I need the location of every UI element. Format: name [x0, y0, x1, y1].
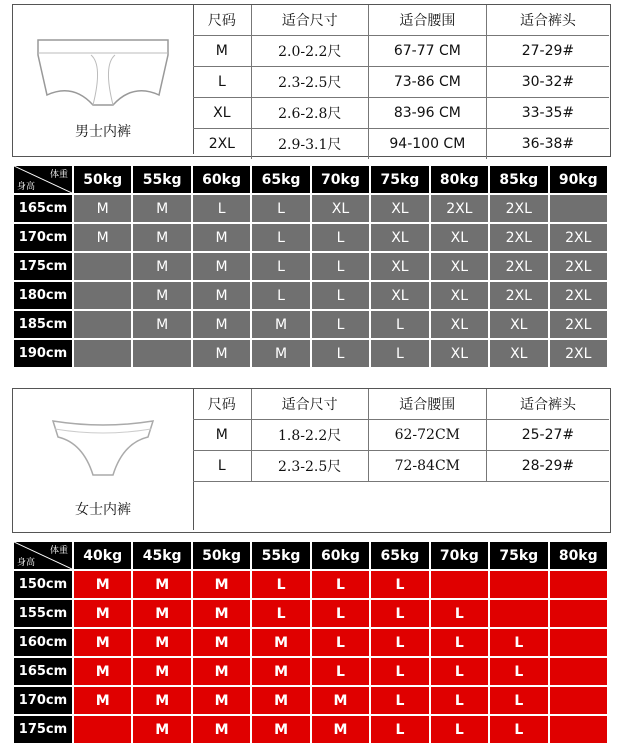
size-cell [550, 687, 608, 714]
height-header: 150cm [14, 571, 72, 598]
waist-cell: 72-84CM [368, 451, 486, 482]
men-size-table [193, 5, 609, 159]
size-cell: L [371, 716, 428, 743]
waistband-cell: 27-29# [486, 36, 609, 67]
size-cell: 2XL [490, 195, 547, 222]
size-cell: L [371, 687, 428, 714]
size-cell: L [431, 658, 488, 685]
size-cell: L [252, 253, 309, 280]
size-cell: L [371, 571, 428, 598]
weight-header: 65kg [252, 166, 309, 193]
height-header: 160cm [14, 629, 72, 656]
waist-cell: 67-77 CM [368, 36, 486, 67]
fit-size-cell: 2.0-2.2尺 [251, 36, 368, 67]
header-size: 尺码 [193, 5, 251, 36]
size-cell [74, 340, 131, 367]
size-cell [550, 571, 608, 598]
size-cell: 2XL [431, 195, 488, 222]
header-fit-size: 适合尺寸 [251, 389, 368, 420]
size-cell: L [431, 716, 488, 743]
size-cell: XL [371, 282, 428, 309]
table-row [14, 195, 607, 222]
women-size-table [193, 389, 609, 482]
weight-header: 65kg [371, 542, 428, 569]
size-cell: 2XL [550, 253, 608, 280]
size-cell: XL [490, 340, 547, 367]
size-cell: L [371, 600, 428, 627]
size-cell: M [252, 687, 309, 714]
height-header: 185cm [14, 311, 72, 338]
size-cell: L [252, 282, 309, 309]
size-cell: M [193, 687, 250, 714]
table-row [193, 451, 609, 482]
size-cell: M [74, 600, 131, 627]
weight-header: 85kg [490, 166, 547, 193]
height-header: 170cm [14, 224, 72, 251]
size-cell: XL [431, 224, 488, 251]
size-cell: M [252, 658, 309, 685]
waistband-cell: 36-38# [486, 129, 609, 160]
size-cell: XL [371, 224, 428, 251]
table-row [14, 716, 607, 743]
waistband-cell: 28-29# [486, 451, 609, 482]
header-fit-size: 适合尺寸 [251, 5, 368, 36]
size-cell: XL [371, 253, 428, 280]
size-cell [74, 282, 131, 309]
header-waist: 适合腰围 [368, 389, 486, 420]
weight-header: 50kg [193, 542, 250, 569]
size-cell: XL [431, 282, 488, 309]
height-header: 175cm [14, 253, 72, 280]
size-cell [74, 311, 131, 338]
height-header: 190cm [14, 340, 72, 367]
size-cell [550, 658, 608, 685]
corner-weight-label: 体重 [49, 546, 68, 556]
size-cell [490, 600, 547, 627]
size-cell: L [252, 600, 309, 627]
fit-size-cell: 2.3-2.5尺 [251, 451, 368, 482]
table-row [193, 98, 609, 129]
size-cell: 2XL [550, 340, 608, 367]
grid-header-row [14, 542, 607, 569]
size-cell: M [312, 716, 369, 743]
waistband-cell: 33-35# [486, 98, 609, 129]
size-cell: M [133, 311, 190, 338]
size-cell: L [490, 658, 547, 685]
size-cell: 2XL [490, 224, 547, 251]
size-cell: XL [371, 195, 428, 222]
size-cell: XL [431, 311, 488, 338]
header-size: 尺码 [193, 389, 251, 420]
size-cell [133, 340, 190, 367]
fit-size-cell: 2.9-3.1尺 [251, 129, 368, 160]
size-cell: M [133, 224, 190, 251]
size-cell: 2XL [208, 136, 235, 152]
height-header: 155cm [14, 600, 72, 627]
men-size-table-block [12, 4, 611, 157]
size-cell: L [252, 224, 309, 251]
table-row [14, 311, 607, 338]
weight-header: 80kg [550, 542, 608, 569]
size-cell: M [193, 600, 250, 627]
table-row [14, 629, 607, 656]
size-cell: M [193, 629, 250, 656]
size-cell: M [133, 629, 190, 656]
size-cell: M [252, 716, 309, 743]
fit-size-cell: 1.8-2.2尺 [251, 420, 368, 451]
table-row [193, 420, 609, 451]
size-cell: M [133, 716, 190, 743]
size-cell: L [193, 451, 251, 482]
fit-size-cell: 2.6-2.8尺 [251, 98, 368, 129]
table-row [193, 5, 609, 36]
size-cell [550, 629, 608, 656]
header-waistband: 适合裤头 [486, 389, 609, 420]
table-row [14, 340, 607, 367]
size-cell: M [133, 687, 190, 714]
size-cell: L [371, 629, 428, 656]
table-row [193, 389, 609, 420]
grid-header-row [14, 166, 607, 193]
size-cell: L [371, 311, 428, 338]
weight-header: 60kg [312, 542, 369, 569]
table-row [193, 67, 609, 98]
corner-height-label: 身高 [17, 558, 36, 568]
weight-header: 45kg [133, 542, 190, 569]
size-cell: M [74, 687, 131, 714]
table-row [14, 658, 607, 685]
size-cell [431, 571, 488, 598]
size-cell: 2XL [490, 253, 547, 280]
women-underwear-panel [13, 389, 194, 530]
table-row [193, 129, 609, 160]
height-header: 170cm [14, 687, 72, 714]
size-cell: XL [431, 253, 488, 280]
size-cell: M [312, 687, 369, 714]
header-waist: 适合腰围 [368, 5, 486, 36]
table-row [14, 687, 607, 714]
size-cell: M [252, 340, 309, 367]
size-cell: M [133, 571, 190, 598]
size-cell [550, 195, 608, 222]
size-cell: M [193, 36, 251, 67]
waist-cell: 94-100 CM [368, 129, 486, 160]
size-cell [550, 716, 608, 743]
size-cell: L [371, 340, 428, 367]
weight-header: 60kg [193, 166, 250, 193]
table-row [14, 282, 607, 309]
size-cell: M [74, 571, 131, 598]
size-cell: L [312, 600, 369, 627]
size-cell: M [193, 224, 250, 251]
size-cell: L [431, 687, 488, 714]
weight-header: 70kg [312, 166, 369, 193]
weight-header: 40kg [74, 542, 131, 569]
size-cell [74, 253, 131, 280]
men-underwear-panel [13, 5, 194, 154]
size-cell: M [133, 195, 190, 222]
weight-header: 80kg [431, 166, 488, 193]
waist-cell: 83-96 CM [368, 98, 486, 129]
size-cell [490, 571, 547, 598]
size-cell: M [193, 571, 250, 598]
size-cell: L [312, 629, 369, 656]
size-cell: L [252, 195, 309, 222]
size-cell: L [431, 629, 488, 656]
size-cell: M [193, 340, 250, 367]
corner-weight-label: 体重 [49, 170, 68, 180]
weight-header: 75kg [371, 166, 428, 193]
height-header: 165cm [14, 658, 72, 685]
size-cell: 2XL [490, 282, 547, 309]
waistband-cell: 30-32# [486, 67, 609, 98]
height-header: 180cm [14, 282, 72, 309]
size-cell: M [74, 224, 131, 251]
waistband-cell: 25-27# [486, 420, 609, 451]
size-cell: L [312, 253, 369, 280]
size-cell: 2XL [550, 282, 608, 309]
size-cell: M [193, 658, 250, 685]
size-cell: L [490, 716, 547, 743]
table-row [193, 36, 609, 67]
women-caption: 女士内裤 [75, 502, 131, 518]
size-cell: M [133, 658, 190, 685]
size-cell: L [371, 658, 428, 685]
size-cell: L [312, 340, 369, 367]
size-cell: L [312, 658, 369, 685]
size-cell: M [193, 311, 250, 338]
size-cell [74, 716, 131, 743]
size-cell: M [74, 629, 131, 656]
table-row [14, 253, 607, 280]
weight-header: 75kg [490, 542, 547, 569]
waist-cell: 62-72CM [368, 420, 486, 451]
size-cell: L [193, 195, 250, 222]
size-cell: M [74, 195, 131, 222]
weight-header: 50kg [74, 166, 131, 193]
size-cell: M [133, 600, 190, 627]
size-cell: M [193, 420, 251, 451]
table-row [14, 224, 607, 251]
size-cell: L [312, 224, 369, 251]
size-cell: M [133, 282, 190, 309]
men-caption: 男士内裤 [75, 124, 131, 140]
table-row [14, 571, 607, 598]
women-weight-height-grid [12, 540, 609, 745]
women-underwear-icon [13, 415, 193, 495]
size-cell: 2XL [550, 311, 608, 338]
size-cell: L [312, 282, 369, 309]
fit-size-cell: 2.3-2.5尺 [251, 67, 368, 98]
size-cell: L [312, 311, 369, 338]
size-cell: L [193, 67, 251, 98]
header-waistband: 适合裤头 [486, 5, 609, 36]
size-cell: XL [312, 195, 369, 222]
weight-header: 55kg [133, 166, 190, 193]
weight-header: 55kg [252, 542, 309, 569]
size-cell: L [490, 629, 547, 656]
size-cell: M [252, 311, 309, 338]
table-row [14, 600, 607, 627]
size-cell: M [133, 253, 190, 280]
size-cell: M [193, 716, 250, 743]
weight-header: 70kg [431, 542, 488, 569]
size-cell: M [193, 282, 250, 309]
grid-corner [14, 542, 72, 569]
men-weight-height-grid [12, 164, 609, 369]
size-cell: M [252, 629, 309, 656]
women-size-table-block [12, 388, 611, 533]
size-cell [550, 600, 608, 627]
size-cell: XL [431, 340, 488, 367]
waist-cell: 73-86 CM [368, 67, 486, 98]
size-cell: M [193, 253, 250, 280]
corner-height-label: 身高 [17, 182, 36, 192]
weight-header: 90kg [550, 166, 608, 193]
size-cell: XL [193, 98, 251, 129]
height-header: 165cm [14, 195, 72, 222]
size-cell: XL [490, 311, 547, 338]
size-cell: L [490, 687, 547, 714]
height-header: 175cm [14, 716, 72, 743]
size-cell: L [431, 600, 488, 627]
grid-corner [14, 166, 72, 193]
size-cell: L [312, 571, 369, 598]
men-underwear-icon [13, 15, 193, 125]
size-cell: L [252, 571, 309, 598]
size-cell: 2XL [550, 224, 608, 251]
size-cell: M [74, 658, 131, 685]
